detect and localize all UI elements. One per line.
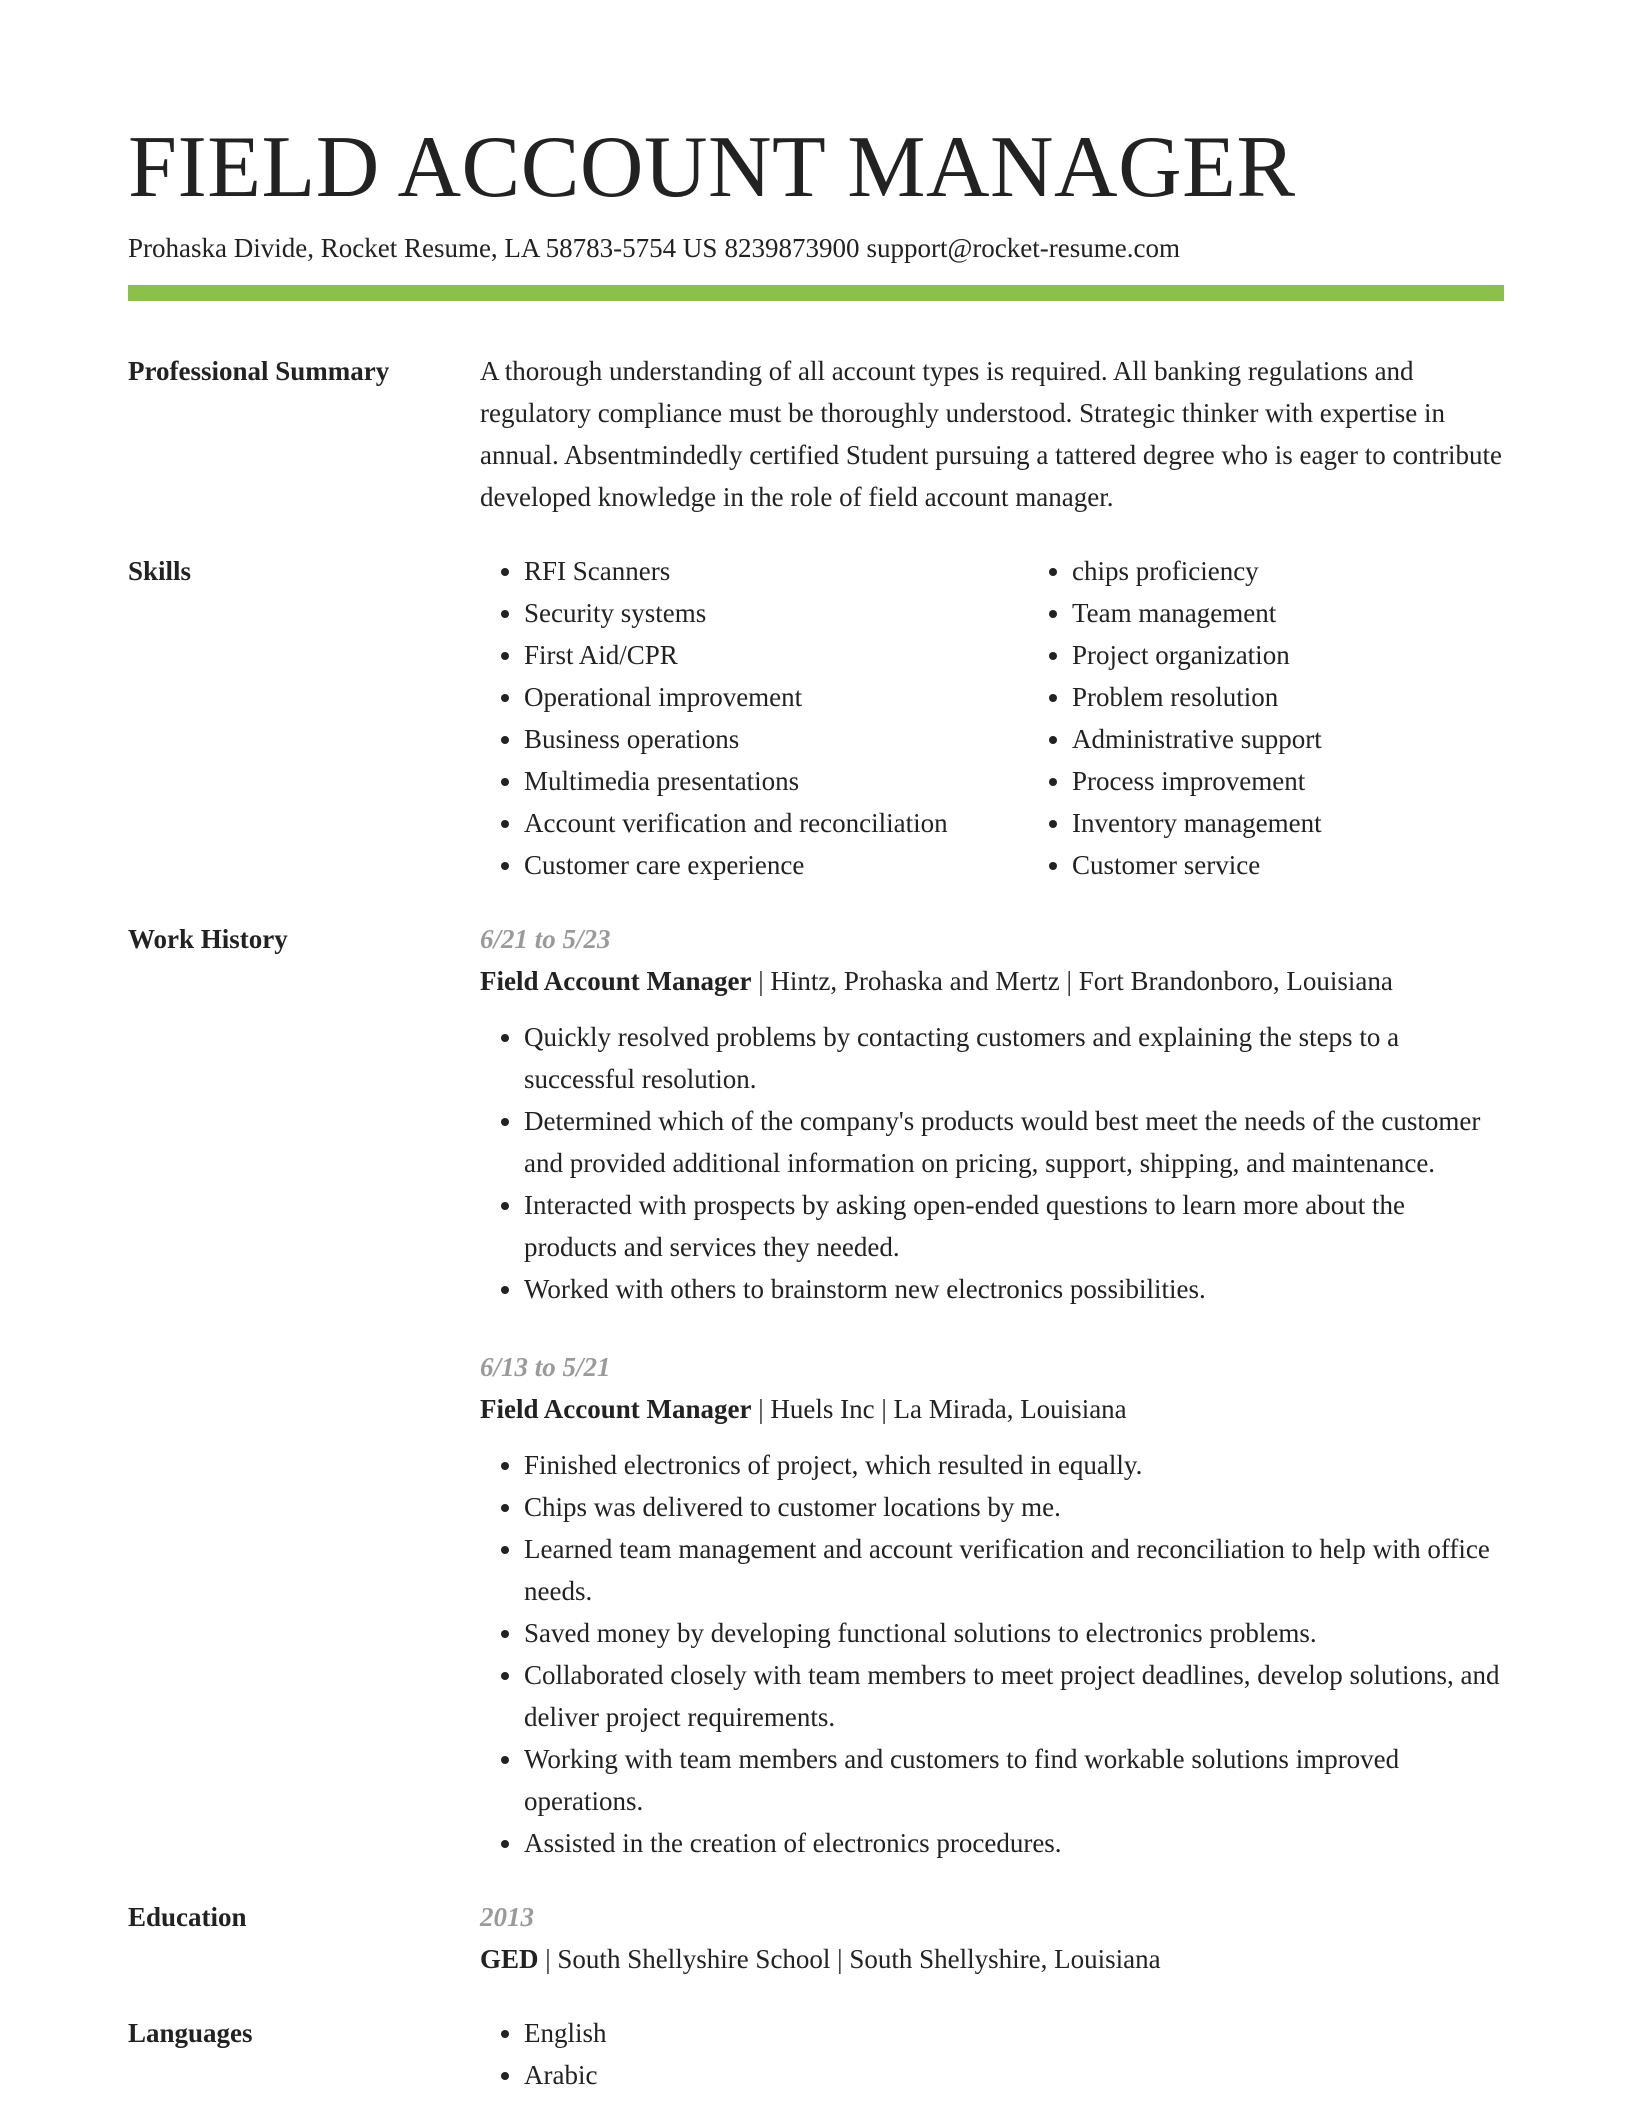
language-item: • English bbox=[524, 2012, 1504, 2054]
skill-item: • First Aid/CPR bbox=[524, 634, 1028, 676]
skills-column-2 bbox=[1028, 550, 1540, 886]
job-bullet: • Interacted with prospects by asking open-ended questions to learn more about the products and services they needed. bbox=[524, 1184, 1504, 1268]
phone: 8239873900 bbox=[724, 233, 860, 263]
skill-item: • Customer service bbox=[1072, 844, 1540, 886]
job-entry bbox=[480, 1346, 1504, 1864]
skill-item: • RFI Scanners bbox=[524, 550, 1028, 592]
skill-item: • Administrative support bbox=[1072, 718, 1540, 760]
education-section bbox=[128, 1896, 1504, 1980]
skill-item: • Team management bbox=[1072, 592, 1540, 634]
job-company-location: | Hintz, Prohaska and Mertz | Fort Brandonboro, Louisiana bbox=[751, 966, 1393, 996]
job-bullet: • Collaborated closely with team members to meet project deadlines, develop solutions, and deliver project requirements. bbox=[524, 1654, 1504, 1738]
skill-item: • Security systems bbox=[524, 592, 1028, 634]
contact-line bbox=[128, 230, 1180, 266]
skill-item: • Operational improvement bbox=[524, 676, 1028, 718]
education-year: 2013 bbox=[480, 1902, 534, 1932]
job-title: Field Account Manager bbox=[480, 966, 752, 996]
skills-column-1 bbox=[480, 550, 1028, 886]
job-bullet: • Finished electronics of project, which resulted in equally. bbox=[524, 1444, 1504, 1486]
job-bullet: • Learned team management and account verification and reconciliation to help with office needs. bbox=[524, 1528, 1504, 1612]
email: support@rocket-resume.com bbox=[866, 233, 1180, 263]
skills-grid bbox=[480, 550, 1540, 886]
candidate-title: FIELD ACCOUNT MANAGER bbox=[128, 119, 1296, 216]
skills-heading: Skills bbox=[128, 556, 192, 586]
languages-section bbox=[128, 2012, 1504, 2096]
skill-item: • Project organization bbox=[1072, 634, 1540, 676]
work-history-heading: Work History bbox=[128, 924, 288, 954]
job-bullets bbox=[480, 1016, 1504, 1310]
languages-list bbox=[480, 2012, 1504, 2096]
job-company-location: | Huels Inc | La Mirada, Louisiana bbox=[751, 1394, 1127, 1424]
skill-item: • Customer care experience bbox=[524, 844, 1028, 886]
job-title-line bbox=[480, 960, 1504, 1002]
job-bullet: • Assisted in the creation of electronics procedures. bbox=[524, 1822, 1504, 1864]
job-title-line bbox=[480, 1388, 1504, 1430]
summary-text: A thorough understanding of all account types is required. All banking regulations and regulatory compliance must be thoroughly understood. Strategic thinker with expertise in annual. Absentmindedly certified Student pursuing a tattered degree who is eager to contribute developed knowledge in the role of field account manager. bbox=[480, 356, 1502, 512]
education-degree: GED bbox=[480, 1944, 539, 1974]
summary-section bbox=[128, 350, 1504, 518]
languages-heading: Languages bbox=[128, 2018, 253, 2048]
job-title: Field Account Manager bbox=[480, 1394, 752, 1424]
work-history-section bbox=[128, 918, 1504, 1864]
language-item: • Arabic bbox=[524, 2054, 1504, 2096]
skills-section bbox=[128, 550, 1504, 886]
education-line bbox=[480, 1938, 1504, 1980]
skill-item: • Business operations bbox=[524, 718, 1028, 760]
resume-sections bbox=[128, 350, 1504, 2128]
skill-item: • Inventory management bbox=[1072, 802, 1540, 844]
education-school: | South Shellyshire School | South Shellyshire, Louisiana bbox=[538, 1944, 1161, 1974]
job-bullet: • Chips was delivered to customer locations by me. bbox=[524, 1486, 1504, 1528]
job-entry bbox=[480, 918, 1504, 1310]
job-dates: 6/21 to 5/23 bbox=[480, 924, 611, 954]
job-bullet: • Worked with others to brainstorm new electronics possibilities. bbox=[524, 1268, 1504, 1310]
summary-heading: Professional Summary bbox=[128, 356, 390, 386]
skill-item: • Problem resolution bbox=[1072, 676, 1540, 718]
job-bullet: • Working with team members and customers to find workable solutions improved operations. bbox=[524, 1738, 1504, 1822]
job-bullet: • Determined which of the company's products would best meet the needs of the customer and provided additional information on pricing, support, shipping, and maintenance. bbox=[524, 1100, 1504, 1184]
accent-divider bbox=[128, 285, 1504, 301]
education-heading: Education bbox=[128, 1902, 247, 1932]
address: Prohaska Divide, Rocket Resume, LA 58783-5754 US bbox=[128, 233, 718, 263]
skill-item: • Multimedia presentations bbox=[524, 760, 1028, 802]
skill-item: • Account verification and reconciliation bbox=[524, 802, 1028, 844]
job-dates: 6/13 to 5/21 bbox=[480, 1352, 611, 1382]
job-bullets bbox=[480, 1444, 1504, 1864]
skill-item: • Process improvement bbox=[1072, 760, 1540, 802]
job-bullet: • Saved money by developing functional solutions to electronics problems. bbox=[524, 1612, 1504, 1654]
skill-item: • chips proficiency bbox=[1072, 550, 1540, 592]
job-bullet: • Quickly resolved problems by contacting customers and explaining the steps to a successful resolution. bbox=[524, 1016, 1504, 1100]
